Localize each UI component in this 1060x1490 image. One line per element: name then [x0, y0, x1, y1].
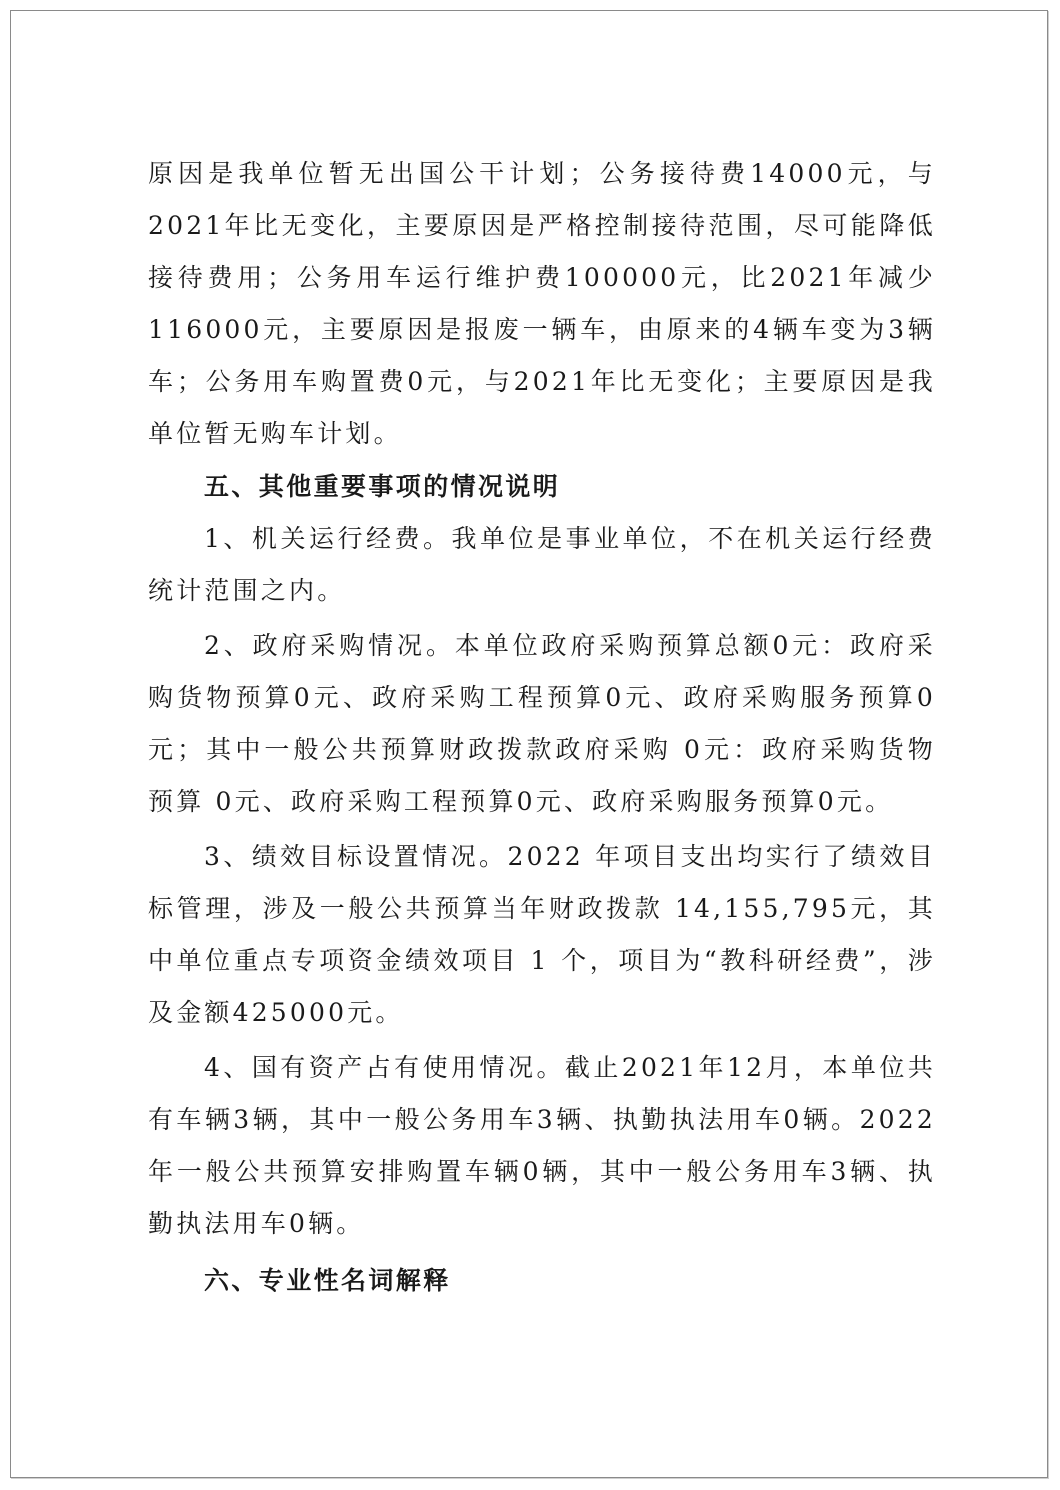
paragraph-item-4: 4、国有资产占有使用情况。截止2021年12月，本单位共有车辆3辆，其中一般公务用车3辆、执勤执法用车0辆。2022年一般公共预算安排购置车辆0辆，其中一般公务用车3辆、执勤执法用车0辆。: [148, 1053, 936, 1238]
paragraph-item-1: 1、机关运行经费。我单位是事业单位，不在机关运行经费统计范围之内。: [148, 524, 936, 605]
paragraph-item-3: 3、绩效目标设置情况。2022 年项目支出均实行了绩效目标管理，涉及一般公共预算当年财政拨款 14,155,795元，其中单位重点专项资金绩效项目 1 个，项目为“教科研经费”，涉及金额425000元。: [148, 842, 936, 1027]
section-heading-5: 五、其他重要事项的情况说明: [204, 472, 561, 501]
paragraph-continuation: 原因是我单位暂无出国公干计划；公务接待费14000元，与2021年比无变化，主要原因是严格控制接待范围，尽可能降低接待费用；公务用车运行维护费100000元，比2021年减少116000元，主要原因是报废一辆车，由原来的4辆车变为3辆车；公务用车购置费0元，与2021年比无变化；主要原因是我单位暂无购车计划。: [148, 159, 936, 448]
section-heading-6: 六、专业性名词解释: [204, 1266, 451, 1295]
paragraph-item-2: 2、政府采购情况。本单位政府采购预算总额0元：政府采购货物预算0元、政府采购工程预算0元、政府采购服务预算0元；其中一般公共预算财政拨款政府采购 0元：政府采购货物预算 0元、政府采购工程预算0元、政府采购服务预算0元。: [148, 631, 936, 816]
document-body: [148, 148, 936, 1307]
document-page: [10, 10, 1048, 1478]
